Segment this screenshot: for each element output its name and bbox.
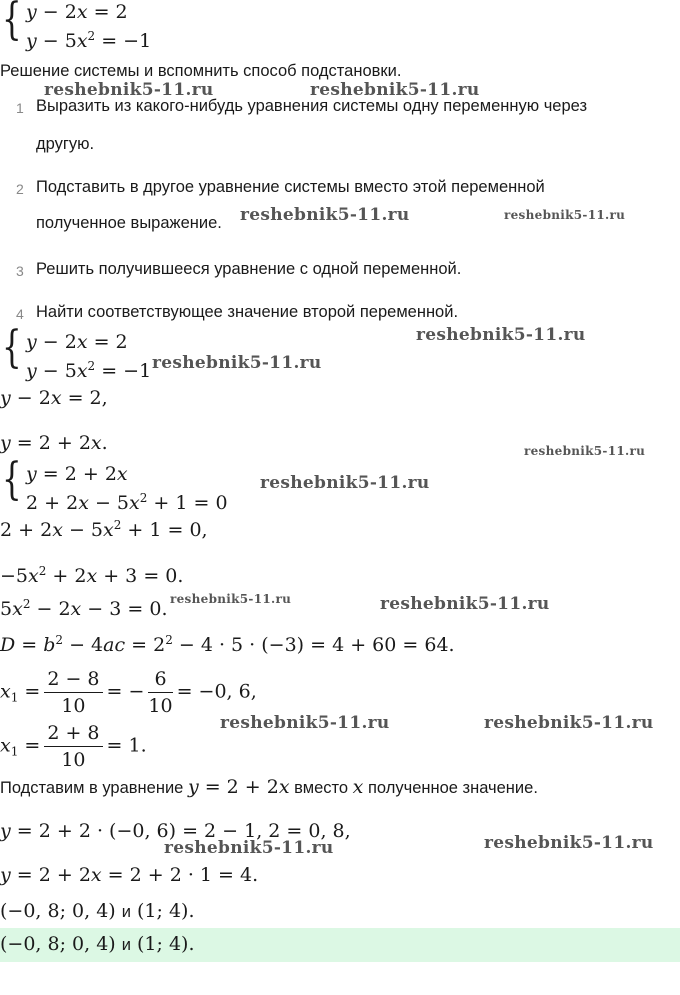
answer-text: (−0, 8; 0, 4) и (1; 4). [0, 933, 195, 955]
step-number: 1 [16, 100, 24, 116]
watermark: reshebnik5-11.ru [310, 80, 480, 100]
watermark: reshebnik5-11.ru [504, 208, 626, 222]
equation: y − 2x = 2, [0, 387, 108, 409]
system-brace: { [2, 322, 22, 373]
step-text: Найти соответствующее значение второй переменной. [36, 303, 459, 321]
system-brace: { [2, 454, 22, 505]
watermark: reshebnik5-11.ru [380, 594, 550, 614]
equation: y = 2 + 2x. [0, 432, 108, 454]
intro-text: Решение системы и вспомнить способ подстановки. [0, 62, 402, 80]
watermark: reshebnik5-11.ru [164, 838, 334, 858]
watermark: reshebnik5-11.ru [416, 325, 586, 345]
system-brace: { [2, 0, 22, 45]
watermark: reshebnik5-11.ru [170, 592, 292, 606]
watermark: reshebnik5-11.ru [152, 353, 322, 373]
step-number: 2 [16, 181, 24, 197]
watermark: reshebnik5-11.ru [524, 444, 646, 458]
watermark: reshebnik5-11.ru [484, 713, 654, 733]
watermark: reshebnik5-11.ru [44, 80, 214, 100]
step-text: полученное выражение. [36, 214, 222, 232]
discriminant-equation: $D = b^2 - 4ac = 2^2 - 4 \cdot 5 \cdot (-3) = 4 + 60 = 64$. [0, 633, 455, 656]
step-number: 4 [16, 306, 24, 322]
step-text: Подставить в другое уравнение системы вместо этой переменной [36, 178, 545, 196]
solution-pairs: (−0, 8; 0, 4) и (1; 4). [0, 900, 195, 922]
system-equations: y = 2 + 2x $2 + 2x - 5x^2 + 1 = 0$ [26, 463, 228, 514]
root-x1: $x_1$ = $\frac{2 - 8}{10}$ = − $\frac{6}{10}$ = −0, 6, [0, 668, 257, 717]
system-equations: y − 2x = 2 $y - 5x^2 = -1$ [26, 1, 152, 52]
root-x2: $x_1$ = $\frac{2 + 8}{10}$ = 1. [0, 722, 147, 771]
step-text: Решить получившееся уравнение с одной переменной. [36, 260, 462, 278]
equation: $-5x^2 + 2x + 3 = 0$. [0, 564, 184, 587]
step-text: Выразить из какого-нибудь уравнения системы одну переменную через [36, 97, 588, 115]
step-number: 3 [16, 263, 24, 279]
watermark: reshebnik5-11.ru [220, 713, 390, 733]
watermark: reshebnik5-11.ru [260, 473, 430, 493]
equation: y = 2 + 2 · (−0, 6) = 2 − 1, 2 = 0, 8, [0, 820, 351, 842]
equation: $2 + 2x - 5x^2 + 1 = 0$, [0, 518, 208, 541]
equation: y = 2 + 2x = 2 + 2 · 1 = 4. [0, 864, 259, 886]
watermark: reshebnik5-11.ru [484, 833, 654, 853]
equation: $5x^2 - 2x - 3 = 0$. [0, 597, 168, 620]
substitution-text: Подставим в уравнение y = 2 + 2x вместо x полученное значение. [0, 776, 538, 798]
step-text: другую. [36, 135, 95, 153]
watermark: reshebnik5-11.ru [240, 205, 410, 225]
system-equations: y − 2x = 2 $y - 5x^2 = -1$ [26, 331, 152, 382]
